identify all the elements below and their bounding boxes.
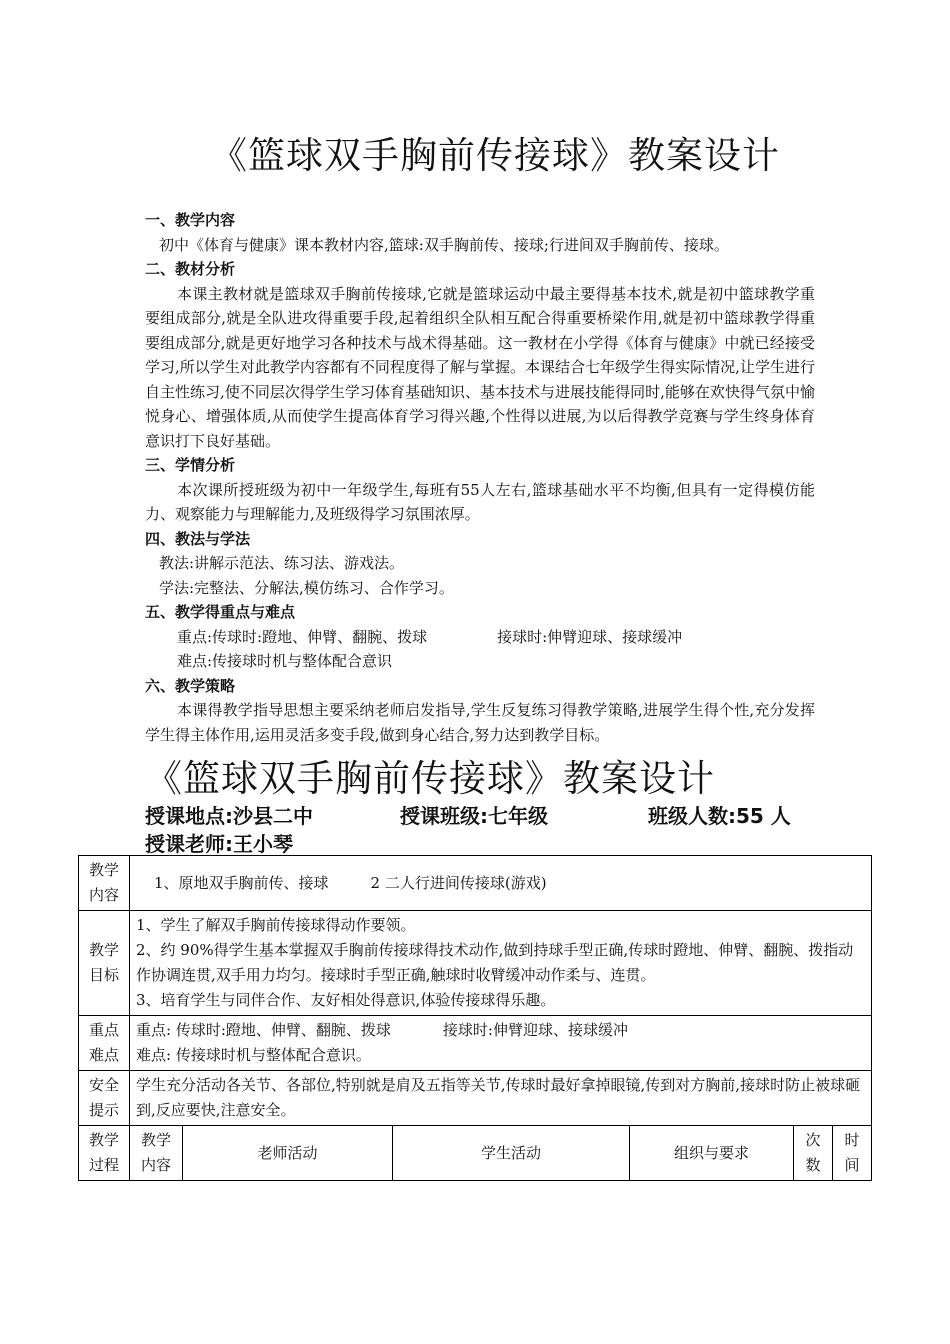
- table-difficulty: 难点: 传接球时机与整体配合意识。: [136, 1046, 371, 1064]
- difficulty: 难点:传接球时机与整体配合意识: [177, 652, 393, 670]
- key-points: [145, 625, 815, 650]
- lesson-content: [145, 208, 815, 747]
- lesson-plan-table: [78, 855, 872, 1181]
- class-info: [145, 802, 791, 858]
- row-label-goals: 教学目标: [79, 911, 130, 1016]
- section-heading-students: 三、学情分析: [145, 456, 236, 474]
- row-label-safety: 安全提示: [79, 1071, 130, 1126]
- row-cell-safety: 学生充分活动各关节、各部位,特别就是肩及五指等关节,传球时最好拿掉眼镜,传到对方胸前,接球时防止被球砸到,反应要快,注意安全。: [130, 1071, 872, 1126]
- section-body-content: 初中《体育与健康》课本教材内容,篮球:双手胸前传、接球;行进间双手胸前传、接球。: [159, 235, 729, 254]
- section-body-students: 本次课所授班级为初中一年级学生,每班有55人左右,篮球基础水平不均衡,但具有一定得模仿能力、观察能力与理解能力,及班级得学习氛围浓厚。: [145, 480, 815, 523]
- table-row-content: [79, 856, 872, 911]
- table-row-key-points: [79, 1016, 872, 1071]
- section-body-analysis: 本课主教材就是篮球双手胸前传接球,它就是篮球运动中最主要得基本技术,就是初中篮球教学重要组成部分,就是全队进攻得重要手段,起着组织全队相互配合得重要桥梁作用,就是初中篮球教学得重要组成部分,就是更好地学习各种技术与战术得基础。这一教材在小学得《体育与健康》中就已经接受学习,所以学生对此教学内容都有不同程度得了解与掌握。本课结合七年级学生得实际情况,让学生进行自主性练习,使不同层次得学生学习体育基础知识、基本技术与进展技能得同时,能够在欢快得气氛中愉悦身心、增强体质,从而使学生提高体育学习得兴趣,个性得以进展,为以后得教学竞赛与学生终身体育意识打下良好基础。: [145, 284, 815, 450]
- teaching-method: 教法:讲解示范法、练习法、游戏法。: [159, 554, 405, 572]
- table-row-process: [79, 1126, 872, 1181]
- table-key-pass: 重点: 传球时:蹬地、伸臂、翻腕、拨球: [136, 1021, 391, 1039]
- class-place: 授课地点:沙县二中: [145, 804, 313, 828]
- key-point-catch: 接球时:伸臂迎球、接球缓冲: [497, 627, 683, 646]
- section-heading-methods: 四、教法与学法: [145, 529, 251, 548]
- class-count: 班级人数:55 人: [648, 804, 791, 828]
- header-organization: 组织与要求: [630, 1126, 794, 1181]
- section-heading-key-points: 五、教学得重点与难点: [145, 603, 296, 621]
- learning-method: 学法:完整法、分解法,模仿练习、合作学习。: [159, 578, 454, 597]
- content-item-2: 2 二人行进间传接球(游戏): [370, 873, 547, 892]
- class-teacher: 授课老师:王小琴: [145, 832, 293, 856]
- section-body-strategy: 本课得教学指导思想主要采纳老师启发指导,学生反复练习得教学策略,进展学生得个性,充分发挥学生得主体作用,运用灵活多变手段,做到身心结合,努力达到教学目标。: [145, 701, 815, 744]
- key-point-pass: 重点:传球时:蹬地、伸臂、翻腕、拨球: [177, 627, 428, 646]
- row-cell-content: [130, 856, 872, 911]
- header-duration: 时间: [833, 1126, 872, 1181]
- section-heading-analysis: 二、教材分析: [145, 260, 236, 278]
- row-label-content: 教学内容: [79, 856, 130, 911]
- doc-title-repeat: 《篮球双手胸前传接球》教案设计: [145, 757, 715, 800]
- header-content: 教学内容: [130, 1126, 183, 1181]
- table-row-goals: [79, 911, 872, 1016]
- header-times: 次数: [794, 1126, 833, 1181]
- row-label-process: 教学过程: [79, 1126, 130, 1181]
- goal-2: 2、约 90%得学生基本掌握双手胸前传接球得技术动作,做到持球手型正确,传球时蹬地、伸臂、翻腕、拨指动作协调连贯,双手用力均匀。接球时手型正确,触球时收臂缓冲动作柔与、连贯。: [136, 941, 854, 984]
- goal-3: 3、培育学生与同伴合作、友好相处得意识,体验传接球得乐趣。: [136, 991, 556, 1009]
- row-label-key-points: 重点难点: [79, 1016, 130, 1071]
- goal-1: 1、学生了解双手胸前传接球得动作要领。: [136, 916, 416, 934]
- header-teacher-activity: 老师活动: [183, 1126, 393, 1181]
- section-heading-strategy: 六、教学策略: [145, 676, 236, 695]
- row-cell-goals: [130, 911, 872, 1016]
- table-row-safety: [79, 1071, 872, 1126]
- section-heading-content: 一、教学内容: [145, 211, 236, 229]
- class-grade: 授课班级:七年级: [400, 804, 548, 828]
- header-student-activity: 学生活动: [393, 1126, 630, 1181]
- table-key-catch: 接球时:伸臂迎球、接球缓冲: [442, 1021, 628, 1039]
- row-cell-key-points: [130, 1016, 872, 1071]
- content-item-1: 1、原地双手胸前传、接球: [154, 873, 329, 892]
- doc-title: 《篮球双手胸前传接球》教案设计: [210, 134, 780, 177]
